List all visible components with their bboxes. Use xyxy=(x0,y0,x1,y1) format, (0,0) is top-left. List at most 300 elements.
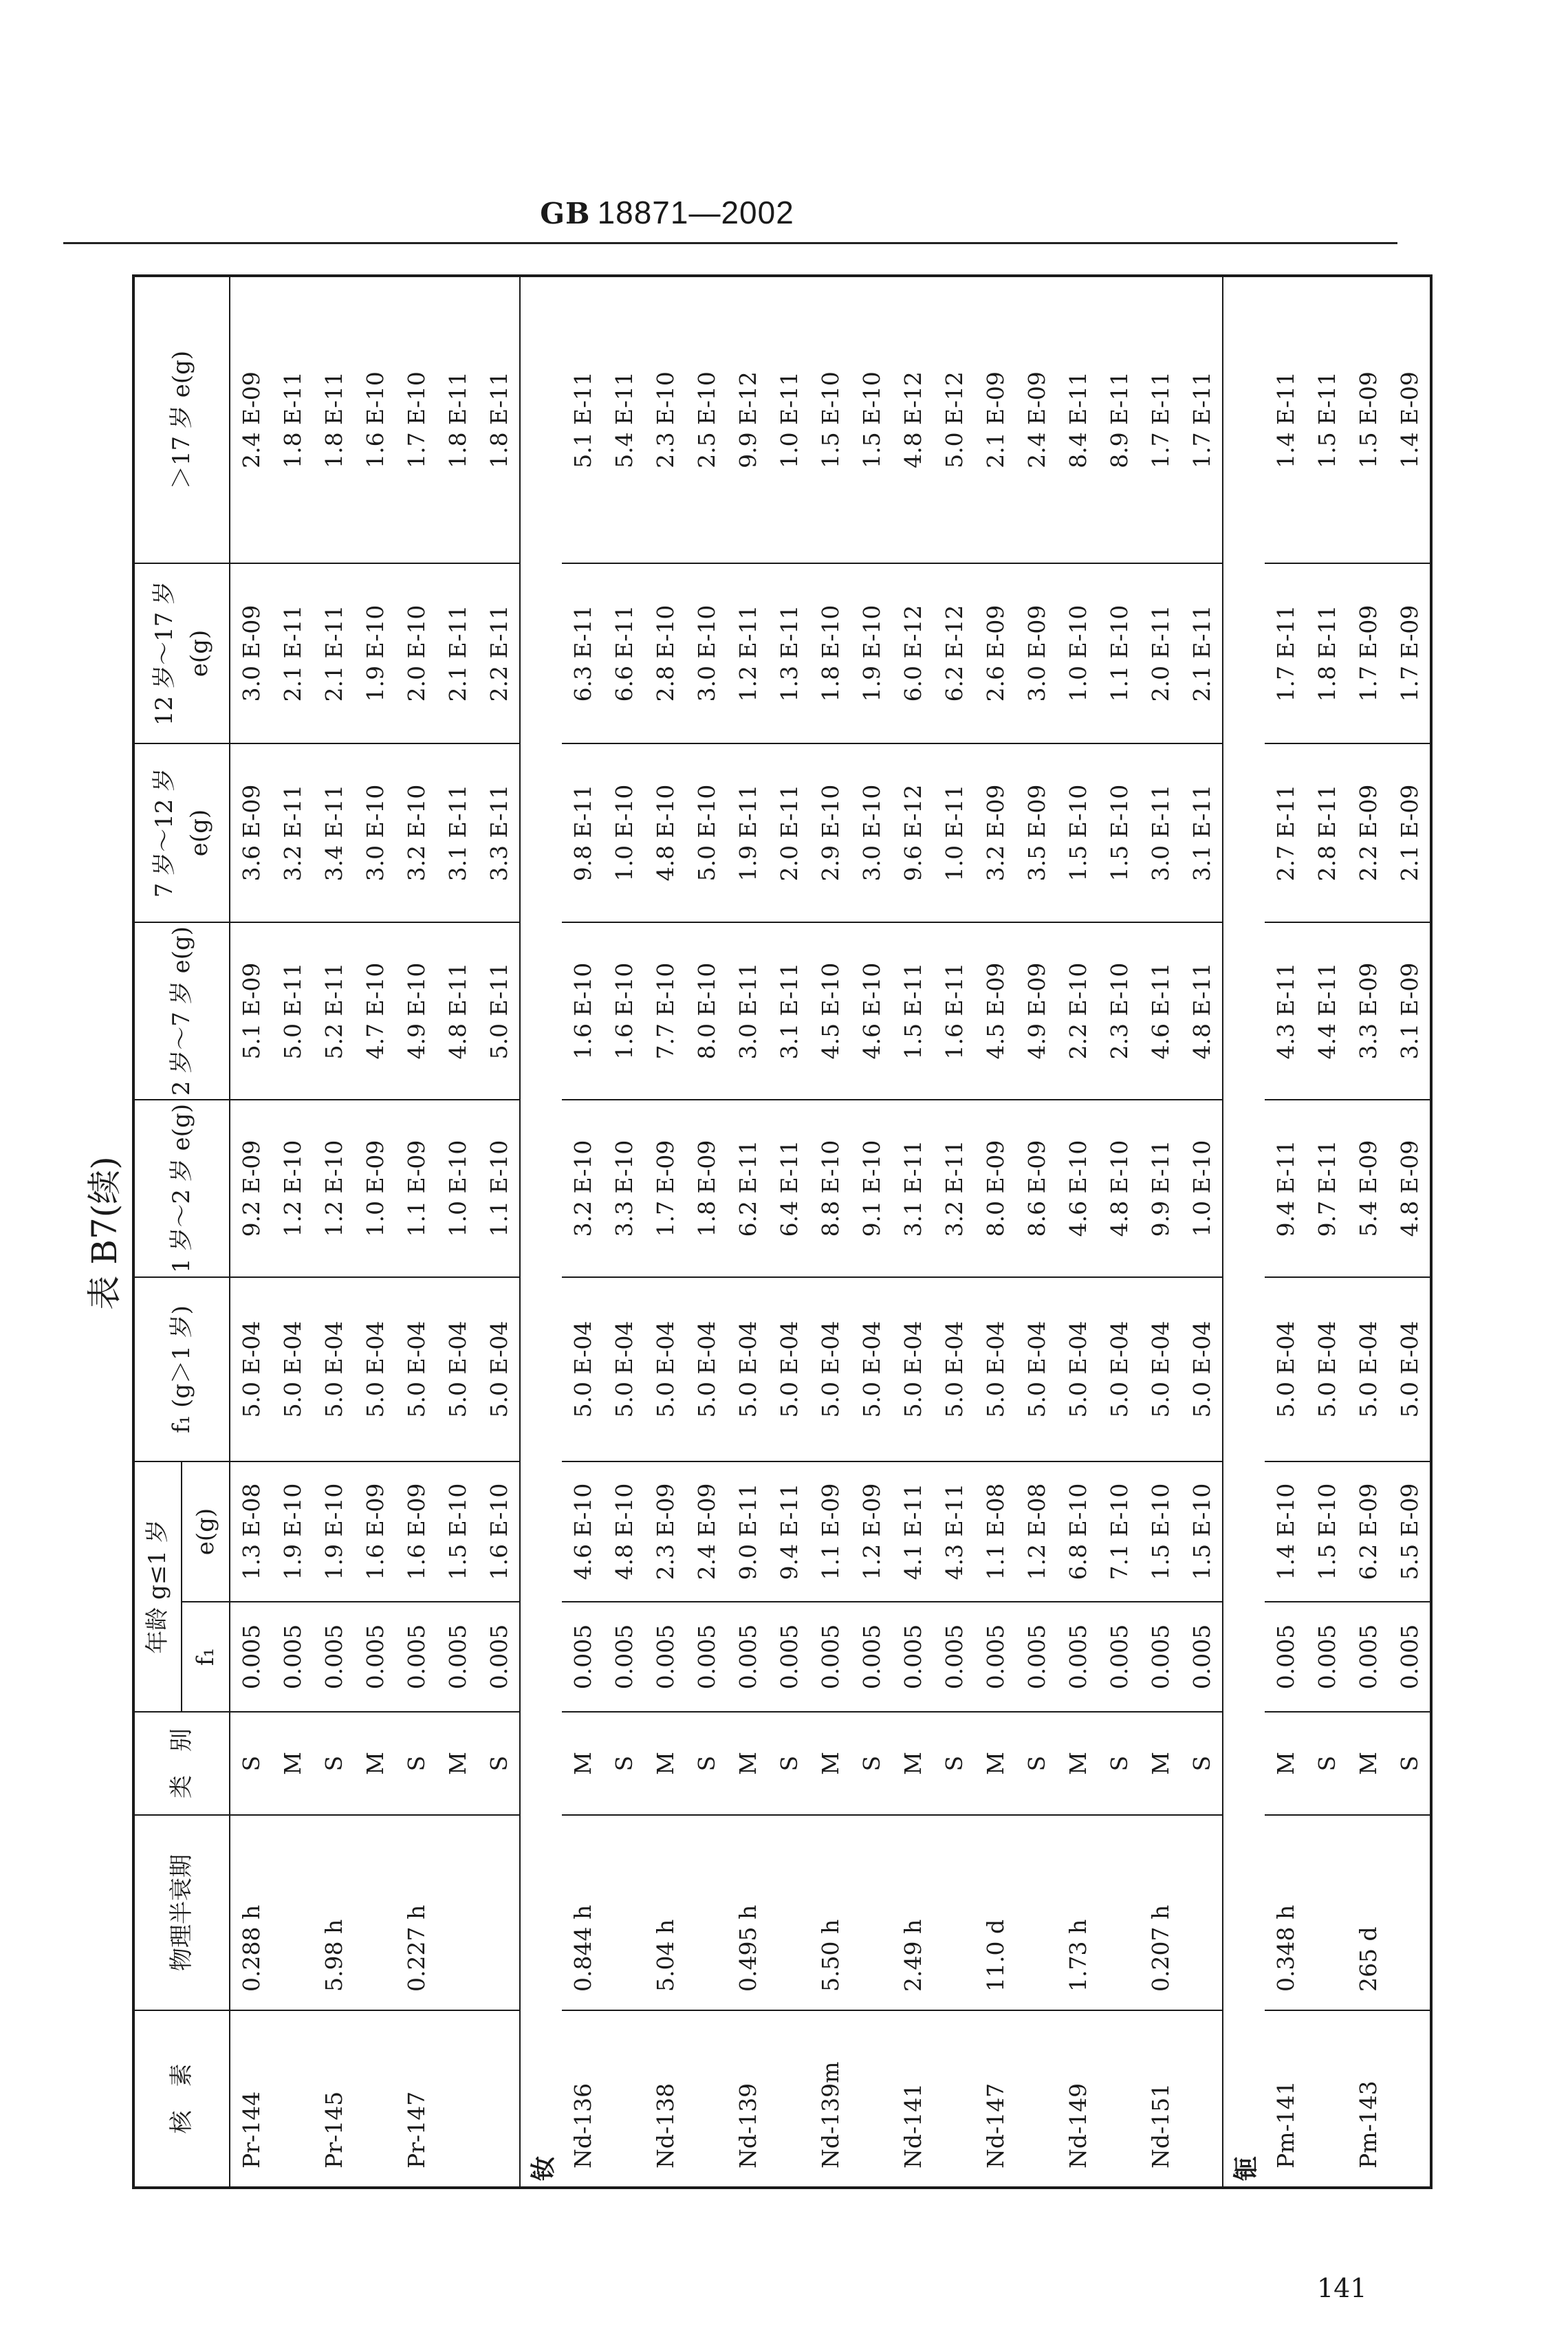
cell-y17: 1.7 E-11 xyxy=(1181,276,1223,563)
table-row xyxy=(1306,276,1347,2188)
header-rule xyxy=(63,242,1397,244)
cell-y12-17: 1.2 E-11 xyxy=(727,563,768,743)
cell-y1-2: 1.1 E-10 xyxy=(478,1100,520,1277)
cell-y2-7: 3.1 E-09 xyxy=(1389,922,1431,1100)
cell-y17: 1.6 E-10 xyxy=(354,276,395,563)
cell-f1: 0.005 xyxy=(974,1602,1016,1712)
cell-y12-17: 1.1 E-10 xyxy=(1098,563,1140,743)
dose-coefficient-table xyxy=(132,274,1433,2189)
cell-nuclide xyxy=(437,2010,478,2188)
cell-y17: 1.5 E-10 xyxy=(851,276,892,563)
cell-y7-12: 5.0 E-10 xyxy=(686,743,727,922)
cell-y7-12: 3.1 E-11 xyxy=(1181,743,1223,922)
cell-nuclide xyxy=(603,2010,644,2188)
cell-y17: 1.8 E-11 xyxy=(478,276,520,563)
cell-y2-7: 4.5 E-09 xyxy=(974,922,1016,1100)
table-caption: 表 B7(续) xyxy=(85,1156,124,1310)
cell-f1-g1: 5.0 E-04 xyxy=(1347,1277,1389,1461)
header-f1-g1: f₁ (g＞1 岁) xyxy=(133,1277,230,1461)
table-row xyxy=(892,276,933,2188)
cell-y12-17: 6.6 E-11 xyxy=(603,563,644,743)
cell-y2-7: 4.9 E-10 xyxy=(395,922,437,1100)
table-row xyxy=(1265,276,1306,2188)
cell-f1: 0.005 xyxy=(768,1602,809,1712)
table-row xyxy=(933,276,974,2188)
cell-y1-2: 5.4 E-09 xyxy=(1347,1100,1389,1277)
cell-half-life xyxy=(603,1815,644,2010)
header-over-17: ＞17 岁 e(g) xyxy=(133,276,230,563)
cell-half-life: 0.844 h xyxy=(562,1815,603,2010)
cell-type: S xyxy=(933,1712,974,1815)
cell-y7-12: 9.8 E-11 xyxy=(562,743,603,922)
cell-e-le1: 1.2 E-08 xyxy=(1016,1461,1057,1602)
cell-y7-12: 4.8 E-10 xyxy=(644,743,686,922)
cell-nuclide: Pm-143 xyxy=(1347,2010,1389,2188)
cell-y1-2: 1.0 E-09 xyxy=(354,1100,395,1277)
cell-y7-12: 1.9 E-11 xyxy=(727,743,768,922)
cell-f1-g1: 5.0 E-04 xyxy=(933,1277,974,1461)
cell-y12-17: 6.3 E-11 xyxy=(562,563,603,743)
cell-type: S xyxy=(313,1712,354,1815)
table-row xyxy=(562,276,603,2188)
cell-half-life xyxy=(1016,1815,1057,2010)
cell-y7-12: 2.7 E-11 xyxy=(1265,743,1306,922)
cell-nuclide xyxy=(851,2010,892,2188)
cell-f1: 0.005 xyxy=(1389,1602,1431,1712)
cell-half-life xyxy=(851,1815,892,2010)
cell-nuclide xyxy=(1181,2010,1223,2188)
cell-y2-7: 3.0 E-11 xyxy=(727,922,768,1100)
cell-type: S xyxy=(1098,1712,1140,1815)
cell-y7-12: 3.4 E-11 xyxy=(313,743,354,922)
cell-e-le1: 1.5 E-10 xyxy=(1306,1461,1347,1602)
cell-y12-17: 1.7 E-11 xyxy=(1265,563,1306,743)
cell-half-life: 0.348 h xyxy=(1265,1815,1306,2010)
cell-e-le1: 1.4 E-10 xyxy=(1265,1461,1306,1602)
cell-y1-2: 1.8 E-09 xyxy=(686,1100,727,1277)
cell-f1: 0.005 xyxy=(1140,1602,1181,1712)
cell-y17: 1.4 E-11 xyxy=(1265,276,1306,563)
cell-y17: 1.5 E-11 xyxy=(1306,276,1347,563)
cell-y2-7: 1.6 E-11 xyxy=(933,922,974,1100)
cell-y17: 2.5 E-10 xyxy=(686,276,727,563)
cell-half-life: 5.50 h xyxy=(809,1815,851,2010)
cell-f1-g1: 5.0 E-04 xyxy=(562,1277,603,1461)
cell-y7-12: 1.5 E-10 xyxy=(1057,743,1098,922)
cell-half-life xyxy=(1389,1815,1431,2010)
cell-type: S xyxy=(1181,1712,1223,1815)
cell-y2-7: 3.3 E-09 xyxy=(1347,922,1389,1100)
cell-y17: 8.4 E-11 xyxy=(1057,276,1098,563)
cell-e-le1: 1.3 E-08 xyxy=(230,1461,272,1602)
cell-half-life: 0.227 h xyxy=(395,1815,437,2010)
cell-y12-17: 2.1 E-11 xyxy=(437,563,478,743)
cell-e-le1: 1.6 E-10 xyxy=(478,1461,520,1602)
cell-y1-2: 1.2 E-10 xyxy=(313,1100,354,1277)
cell-half-life xyxy=(354,1815,395,2010)
table-row xyxy=(727,276,768,2188)
cell-half-life: 0.288 h xyxy=(230,1815,272,2010)
cell-half-life xyxy=(272,1815,313,2010)
cell-y2-7: 1.6 E-10 xyxy=(603,922,644,1100)
cell-half-life xyxy=(686,1815,727,2010)
cell-y12-17: 1.3 E-11 xyxy=(768,563,809,743)
cell-y7-12: 2.1 E-09 xyxy=(1389,743,1431,922)
cell-y17: 1.4 E-09 xyxy=(1389,276,1431,563)
cell-f1-g1: 5.0 E-04 xyxy=(1389,1277,1431,1461)
cell-y1-2: 9.9 E-11 xyxy=(1140,1100,1181,1277)
cell-f1: 0.005 xyxy=(395,1602,437,1712)
cell-type: M xyxy=(727,1712,768,1815)
cell-y1-2: 1.1 E-09 xyxy=(395,1100,437,1277)
cell-nuclide: Nd-151 xyxy=(1140,2010,1181,2188)
cell-y2-7: 7.7 E-10 xyxy=(644,922,686,1100)
cell-nuclide: Pr-147 xyxy=(395,2010,437,2188)
cell-type: S xyxy=(851,1712,892,1815)
cell-f1-g1: 5.0 E-04 xyxy=(1306,1277,1347,1461)
cell-y2-7: 4.8 E-11 xyxy=(437,922,478,1100)
cell-e-le1: 1.5 E-10 xyxy=(1140,1461,1181,1602)
cell-nuclide: Pm-141 xyxy=(1265,2010,1306,2188)
cell-half-life: 0.495 h xyxy=(727,1815,768,2010)
cell-y12-17: 2.1 E-11 xyxy=(313,563,354,743)
cell-y7-12: 2.2 E-09 xyxy=(1347,743,1389,922)
cell-y2-7: 4.6 E-10 xyxy=(851,922,892,1100)
cell-f1: 0.005 xyxy=(644,1602,686,1712)
cell-nuclide xyxy=(478,2010,520,2188)
cell-e-le1: 6.8 E-10 xyxy=(1057,1461,1098,1602)
cell-y7-12: 1.5 E-10 xyxy=(1098,743,1140,922)
cell-y12-17: 1.8 E-10 xyxy=(809,563,851,743)
cell-f1-g1: 5.0 E-04 xyxy=(1140,1277,1181,1461)
cell-y1-2: 9.2 E-09 xyxy=(230,1100,272,1277)
cell-type: S xyxy=(1389,1712,1431,1815)
rotated-table-block xyxy=(85,277,1423,2189)
cell-type: M xyxy=(354,1712,395,1815)
cell-y2-7: 8.0 E-10 xyxy=(686,922,727,1100)
table-row xyxy=(395,276,437,2188)
cell-f1-g1: 5.0 E-04 xyxy=(727,1277,768,1461)
table-row xyxy=(603,276,644,2188)
table-row xyxy=(313,276,354,2188)
cell-nuclide: Nd-136 xyxy=(562,2010,603,2188)
cell-y17: 5.1 E-11 xyxy=(562,276,603,563)
table-row xyxy=(851,276,892,2188)
cell-y1-2: 4.8 E-09 xyxy=(1389,1100,1431,1277)
header-7-12: 7 岁～12 岁 e(g) xyxy=(133,743,230,922)
cell-e-le1: 1.9 E-10 xyxy=(272,1461,313,1602)
table-row xyxy=(437,276,478,2188)
cell-y2-7: 4.8 E-11 xyxy=(1181,922,1223,1100)
table-row xyxy=(1057,276,1098,2188)
header-eg-sub: e(g) xyxy=(182,1461,230,1602)
cell-f1: 0.005 xyxy=(1265,1602,1306,1712)
cell-f1-g1: 5.0 E-04 xyxy=(809,1277,851,1461)
cell-y17: 1.7 E-11 xyxy=(1140,276,1181,563)
cell-y12-17: 1.7 E-09 xyxy=(1389,563,1431,743)
cell-type: M xyxy=(1347,1712,1389,1815)
cell-f1: 0.005 xyxy=(1098,1602,1140,1712)
cell-e-le1: 7.1 E-10 xyxy=(1098,1461,1140,1602)
cell-e-le1: 1.6 E-09 xyxy=(354,1461,395,1602)
cell-y1-2: 9.7 E-11 xyxy=(1306,1100,1347,1277)
cell-f1: 0.005 xyxy=(933,1602,974,1712)
cell-type: M xyxy=(562,1712,603,1815)
cell-y17: 9.9 E-12 xyxy=(727,276,768,563)
cell-y7-12: 3.0 E-10 xyxy=(354,743,395,922)
cell-half-life xyxy=(768,1815,809,2010)
cell-y7-12: 2.9 E-10 xyxy=(809,743,851,922)
cell-e-le1: 1.9 E-10 xyxy=(313,1461,354,1602)
cell-y7-12: 3.2 E-10 xyxy=(395,743,437,922)
table-head xyxy=(133,276,230,2188)
cell-y12-17: 2.0 E-11 xyxy=(1140,563,1181,743)
cell-half-life xyxy=(933,1815,974,2010)
cell-y1-2: 4.8 E-10 xyxy=(1098,1100,1140,1277)
cell-nuclide xyxy=(768,2010,809,2188)
cell-half-life: 5.04 h xyxy=(644,1815,686,2010)
table-row xyxy=(974,276,1016,2188)
cell-y12-17: 2.2 E-11 xyxy=(478,563,520,743)
cell-y1-2: 9.1 E-10 xyxy=(851,1100,892,1277)
cell-type: S xyxy=(395,1712,437,1815)
cell-e-le1: 2.4 E-09 xyxy=(686,1461,727,1602)
cell-y12-17: 6.2 E-12 xyxy=(933,563,974,743)
cell-e-le1: 4.3 E-11 xyxy=(933,1461,974,1602)
cell-y7-12: 3.6 E-09 xyxy=(230,743,272,922)
cell-y1-2: 8.0 E-09 xyxy=(974,1100,1016,1277)
cell-f1-g1: 5.0 E-04 xyxy=(437,1277,478,1461)
cell-type: M xyxy=(644,1712,686,1815)
table-row xyxy=(768,276,809,2188)
cell-nuclide xyxy=(1098,2010,1140,2188)
cell-f1-g1: 5.0 E-04 xyxy=(313,1277,354,1461)
cell-nuclide: Nd-139m xyxy=(809,2010,851,2188)
cell-nuclide: Nd-139 xyxy=(727,2010,768,2188)
cell-type: M xyxy=(1140,1712,1181,1815)
table-row xyxy=(354,276,395,2188)
cell-nuclide: Nd-147 xyxy=(974,2010,1016,2188)
cell-y2-7: 4.4 E-11 xyxy=(1306,922,1347,1100)
cell-y17: 1.8 E-11 xyxy=(437,276,478,563)
cell-e-le1: 1.1 E-08 xyxy=(974,1461,1016,1602)
table-body xyxy=(230,276,1431,2188)
cell-y17: 5.4 E-11 xyxy=(603,276,644,563)
cell-y2-7: 3.1 E-11 xyxy=(768,922,809,1100)
cell-f1: 0.005 xyxy=(1057,1602,1098,1712)
cell-y17: 1.7 E-10 xyxy=(395,276,437,563)
cell-y1-2: 1.0 E-10 xyxy=(437,1100,478,1277)
cell-y17: 1.8 E-11 xyxy=(313,276,354,563)
cell-y12-17: 1.9 E-10 xyxy=(851,563,892,743)
cell-y17: 1.5 E-09 xyxy=(1347,276,1389,563)
cell-y7-12: 3.0 E-11 xyxy=(1140,743,1181,922)
cell-f1-g1: 5.0 E-04 xyxy=(644,1277,686,1461)
cell-nuclide: Pr-145 xyxy=(313,2010,354,2188)
cell-f1: 0.005 xyxy=(437,1602,478,1712)
cell-half-life: 1.73 h xyxy=(1057,1815,1098,2010)
cell-y7-12: 1.0 E-11 xyxy=(933,743,974,922)
cell-f1-g1: 5.0 E-04 xyxy=(272,1277,313,1461)
cell-y2-7: 4.3 E-11 xyxy=(1265,922,1306,1100)
header-type: 类 别 xyxy=(133,1712,230,1815)
cell-y12-17: 1.8 E-11 xyxy=(1306,563,1347,743)
cell-f1-g1: 5.0 E-04 xyxy=(478,1277,520,1461)
cell-f1: 0.005 xyxy=(354,1602,395,1712)
cell-y17: 1.8 E-11 xyxy=(272,276,313,563)
cell-nuclide xyxy=(1389,2010,1431,2188)
cell-type: S xyxy=(478,1712,520,1815)
cell-type: M xyxy=(1265,1712,1306,1815)
cell-nuclide: Nd-138 xyxy=(644,2010,686,2188)
header-f1-sub: f₁ xyxy=(182,1602,230,1712)
cell-type: S xyxy=(768,1712,809,1815)
cell-e-le1: 9.0 E-11 xyxy=(727,1461,768,1602)
table-row xyxy=(272,276,313,2188)
cell-y12-17: 3.0 E-10 xyxy=(686,563,727,743)
table-row xyxy=(478,276,520,2188)
cell-nuclide xyxy=(272,2010,313,2188)
cell-nuclide xyxy=(933,2010,974,2188)
cell-half-life: 11.0 d xyxy=(974,1815,1016,2010)
standard-code: GB xyxy=(540,197,591,230)
cell-y7-12: 3.5 E-09 xyxy=(1016,743,1057,922)
table-row xyxy=(1181,276,1223,2188)
cell-y12-17: 2.0 E-10 xyxy=(395,563,437,743)
cell-y2-7: 4.9 E-09 xyxy=(1016,922,1057,1100)
cell-f1-g1: 5.0 E-04 xyxy=(1057,1277,1098,1461)
element-name: 钕 xyxy=(520,276,562,2188)
cell-y7-12: 3.3 E-11 xyxy=(478,743,520,922)
cell-e-le1: 1.1 E-09 xyxy=(809,1461,851,1602)
cell-y2-7: 2.3 E-10 xyxy=(1098,922,1140,1100)
cell-f1-g1: 5.0 E-04 xyxy=(603,1277,644,1461)
cell-half-life xyxy=(1306,1815,1347,2010)
cell-nuclide xyxy=(354,2010,395,2188)
cell-y1-2: 4.6 E-10 xyxy=(1057,1100,1098,1277)
cell-y1-2: 8.8 E-10 xyxy=(809,1100,851,1277)
cell-y12-17: 2.1 E-11 xyxy=(1181,563,1223,743)
table-row xyxy=(1016,276,1057,2188)
cell-f1: 0.005 xyxy=(272,1602,313,1712)
cell-y7-12: 3.1 E-11 xyxy=(437,743,478,922)
cell-f1-g1: 5.0 E-04 xyxy=(1016,1277,1057,1461)
cell-e-le1: 1.6 E-09 xyxy=(395,1461,437,1602)
cell-f1-g1: 5.0 E-04 xyxy=(768,1277,809,1461)
cell-half-life xyxy=(1181,1815,1223,2010)
cell-f1: 0.005 xyxy=(313,1602,354,1712)
cell-f1: 0.005 xyxy=(809,1602,851,1712)
cell-nuclide xyxy=(1306,2010,1347,2188)
cell-f1: 0.005 xyxy=(603,1602,644,1712)
cell-y1-2: 3.1 E-11 xyxy=(892,1100,933,1277)
cell-y2-7: 5.2 E-11 xyxy=(313,922,354,1100)
cell-type: M xyxy=(437,1712,478,1815)
table-row xyxy=(1347,276,1389,2188)
cell-e-le1: 1.5 E-10 xyxy=(437,1461,478,1602)
cell-e-le1: 4.1 E-11 xyxy=(892,1461,933,1602)
cell-y2-7: 4.7 E-10 xyxy=(354,922,395,1100)
cell-f1-g1: 5.0 E-04 xyxy=(1265,1277,1306,1461)
cell-type: S xyxy=(230,1712,272,1815)
cell-y17: 8.9 E-11 xyxy=(1098,276,1140,563)
cell-half-life: 5.98 h xyxy=(313,1815,354,2010)
cell-y7-12: 3.2 E-09 xyxy=(974,743,1016,922)
cell-type: M xyxy=(272,1712,313,1815)
cell-y12-17: 1.7 E-09 xyxy=(1347,563,1389,743)
cell-y17: 2.4 E-09 xyxy=(1016,276,1057,563)
cell-y17: 2.3 E-10 xyxy=(644,276,686,563)
table-row xyxy=(1389,276,1431,2188)
cell-nuclide: Pr-144 xyxy=(230,2010,272,2188)
cell-half-life xyxy=(1098,1815,1140,2010)
cell-y7-12: 9.6 E-12 xyxy=(892,743,933,922)
cell-y7-12: 1.0 E-10 xyxy=(603,743,644,922)
cell-y1-2: 1.2 E-10 xyxy=(272,1100,313,1277)
cell-type: M xyxy=(1057,1712,1098,1815)
cell-e-le1: 2.3 E-09 xyxy=(644,1461,686,1602)
element-name: 钷 xyxy=(1223,276,1265,2188)
cell-y17: 2.1 E-09 xyxy=(974,276,1016,563)
cell-y1-2: 1.7 E-09 xyxy=(644,1100,686,1277)
cell-nuclide: Nd-141 xyxy=(892,2010,933,2188)
cell-y17: 4.8 E-12 xyxy=(892,276,933,563)
cell-type: M xyxy=(809,1712,851,1815)
cell-f1-g1: 5.0 E-04 xyxy=(395,1277,437,1461)
cell-y2-7: 1.6 E-10 xyxy=(562,922,603,1100)
cell-f1: 0.005 xyxy=(892,1602,933,1712)
cell-f1: 0.005 xyxy=(686,1602,727,1712)
cell-y17: 5.0 E-12 xyxy=(933,276,974,563)
cell-f1-g1: 5.0 E-04 xyxy=(892,1277,933,1461)
table-row xyxy=(809,276,851,2188)
cell-y7-12: 3.0 E-10 xyxy=(851,743,892,922)
cell-half-life xyxy=(437,1815,478,2010)
table-row xyxy=(1140,276,1181,2188)
cell-f1: 0.005 xyxy=(851,1602,892,1712)
cell-y2-7: 5.1 E-09 xyxy=(230,922,272,1100)
cell-y2-7: 1.5 E-11 xyxy=(892,922,933,1100)
cell-y12-17: 1.9 E-10 xyxy=(354,563,395,743)
cell-f1-g1: 5.0 E-04 xyxy=(851,1277,892,1461)
cell-y1-2: 3.3 E-10 xyxy=(603,1100,644,1277)
cell-f1: 0.005 xyxy=(1306,1602,1347,1712)
cell-nuclide xyxy=(686,2010,727,2188)
cell-half-life: 0.207 h xyxy=(1140,1815,1181,2010)
cell-y12-17: 2.8 E-10 xyxy=(644,563,686,743)
cell-half-life xyxy=(478,1815,520,2010)
cell-y2-7: 2.2 E-10 xyxy=(1057,922,1098,1100)
cell-y12-17: 6.0 E-12 xyxy=(892,563,933,743)
header-age-le1: 年龄 g≤1 岁 xyxy=(133,1461,182,1712)
cell-y2-7: 4.6 E-11 xyxy=(1140,922,1181,1100)
cell-type: S xyxy=(686,1712,727,1815)
cell-e-le1: 9.4 E-11 xyxy=(768,1461,809,1602)
cell-f1: 0.005 xyxy=(727,1602,768,1712)
cell-y17: 1.5 E-10 xyxy=(809,276,851,563)
cell-y17: 2.4 E-09 xyxy=(230,276,272,563)
cell-f1-g1: 5.0 E-04 xyxy=(1181,1277,1223,1461)
cell-f1-g1: 5.0 E-04 xyxy=(230,1277,272,1461)
cell-f1: 0.005 xyxy=(562,1602,603,1712)
cell-half-life: 2.49 h xyxy=(892,1815,933,2010)
cell-type: S xyxy=(603,1712,644,1815)
header-2-7: 2 岁～7 岁 e(g) xyxy=(133,922,230,1100)
cell-f1-g1: 5.0 E-04 xyxy=(974,1277,1016,1461)
standard-header xyxy=(0,194,1334,231)
header-half-life: 物理半衰期 xyxy=(133,1815,230,2010)
header-12-17: 12 岁～17 岁 e(g) xyxy=(133,563,230,743)
